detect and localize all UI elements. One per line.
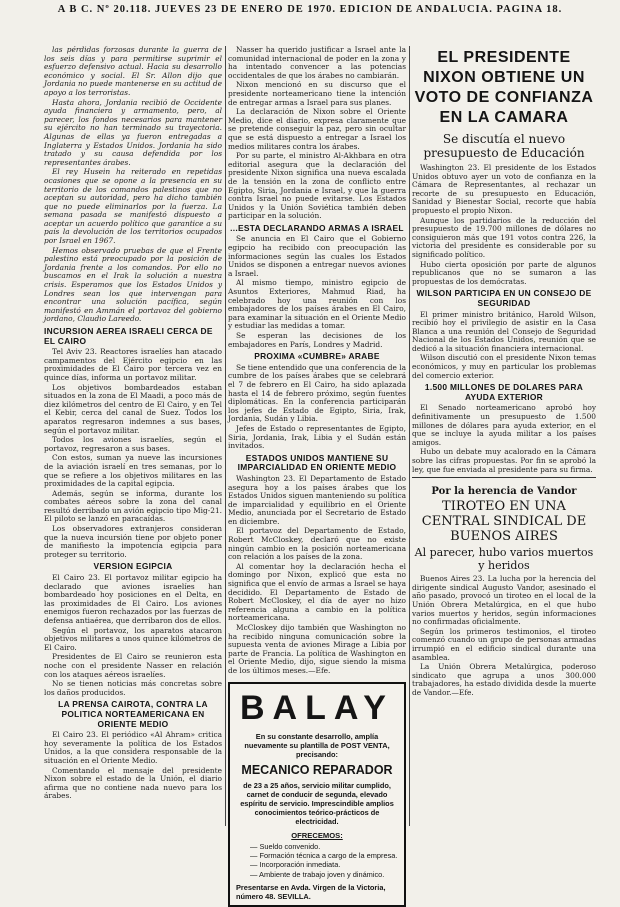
- paragraph: Se esperan las decisiones de los embajadores en París, Londres y Madrid.: [228, 331, 406, 349]
- egypt-headline: VERSION EGIPCIA: [93, 561, 173, 572]
- ad-offer-item: — Incorporación inmediata.: [250, 860, 341, 870]
- paragraph: las pérdidas forzosas durante la guerra de los seis días y para permitirse suprimir el esfuerzo defensivo actual. Hacia su desarrollo económico y social. El Sr. Allon dijo que Jordania no puede mantenerse en su actitud de apoyo a los terroristas.: [44, 45, 222, 97]
- paragraph: El Senado norteamericano aprobó hoy definitivamente un presupuesto de 1.500 millones de dólares para ayuda exterior, en el que se incluye la ayuda militar a los países amigos.: [412, 403, 596, 447]
- paragraph: Al mismo tiempo, ministro egipcio de Asuntos Exteriores, Mahmud Riad, ha celebrado hoy una reunión con los embajadores de los países árabes en El Cairo, para examinar la situación en el Oriente Medio y estudiar las medidas a tomar.: [228, 278, 406, 331]
- ad-offer-item: — Ambiente de trabajo joven y dinámico.: [250, 869, 385, 879]
- wilson-headline: WILSON PARTICIPA EN UN CONSEJO DE SEGURIDAD: [416, 288, 592, 308]
- ad-offer-heading: OFRECEMOS:: [291, 830, 343, 840]
- paragraph: Los objetivos bombardeados estaban situados en la zona de El Maadi, a poco más de diez kilómetros del centro de El Cairo, y en Tel el Kebir, cerca del canal de Suez. Todos los aparatos regresaron indemnes a sus bases, según el portavoz militar.: [44, 382, 222, 435]
- raid-headline: INCURSION AEREA ISRAELI CERCA DE EL CAIRO: [44, 326, 213, 346]
- paragraph: El primer ministro británico, Harold Wilson, recibió hoy el privilegio de asistir en la Casa Blanca a una reunión del Consejo de Seguridad Nacional de los Estados Unidos, reunión que se dedicó a la situación financiera internacional.: [412, 309, 596, 353]
- balay-advertisement: [228, 682, 406, 907]
- summit-headline: PROXIMA «CUMBRE» ARABE: [254, 351, 380, 362]
- paragraph: McCloskey dijo también que Washington no ha recibido ninguna comunicación sobre la supuesta venta de aviones Mirage a Libia por parte de Francia. La política de Washington en el Oriente Medio, dijo, sigue siendo la misma de los últimos meses.—Efe.: [228, 623, 406, 675]
- column-rule: [225, 46, 226, 826]
- page-header: A B C. Nº 20.118. JUEVES 23 DE ENERO DE 1970. EDICION DE ANDALUCIA. PAGINA 18.: [57, 4, 563, 15]
- ad-job-title: MECANICO REPARADOR: [241, 762, 393, 777]
- paragraph: Tel Aviv 23. Reactores israelíes han atacado campamentos del Ejército egipcio en las proximidades de El Cairo por tercera vez en quince días, informa un portavoz militar.: [44, 347, 222, 382]
- ad-offer-item: — Sueldo convenido.: [250, 841, 321, 851]
- nixon-headline: EL PRESIDENTE NIXON OBTIENE UN VOTO DE CONFIANZA EN LA CAMARA: [414, 49, 594, 126]
- paragraph: Jefes de Estado o representantes de Egipto, Siria, Jordania, Irak, Libia y el Sudán están invitados.: [228, 423, 406, 451]
- paragraph: Wilson discutió con el presidente Nixon temas económicos, y muy en particular los problemas del comercio exterior.: [412, 353, 596, 380]
- paragraph: Se tiene entendido que una conferencia de la cumbre de los países árabes que se celebrará el 7 de febrero en El Cairo, ha sido aplazada hasta el 14 de febrero próximo, según fuentes diplomáticas. En la conferencia participarán los jefes de Estado de Egipto, Siria, Irak, Jordania, Sudán y Libia.: [228, 362, 406, 424]
- nixon-deck: Se discutía el nuevo presupuesto de Educación: [423, 132, 585, 160]
- paragraph: Hubo un debate muy acalorado en la Cámara sobre las cifras propuestas. Por fin se aprobó la ley, que fue enviada al presidente para su firma.: [412, 447, 596, 474]
- column-2: [228, 45, 406, 902]
- paragraph: Comentando el mensaje del presidente Nixon sobre el estado de la Unión, el diario afirma que no contiene nada nuevo para los árabes.: [44, 765, 222, 801]
- ad-intro: En su constante desarrollo, amplía nuevamente su plantilla de POST VENTA, precisando:: [244, 731, 390, 759]
- paragraph: El rey Husein ha reiterado en repetidas ocasiones que se opone a la presencia en su territorio de los comandos palestinos que no aceptan su autoridad, pero ha dicho también que no puede eliminarlos por la fuerza. La semana pasada se manifestó dispuesto a aceptar un acuerdo político que garantice a su país la devolución de los territorios ocupados por Israel en 1967.: [44, 167, 222, 246]
- paragraph: El portavoz del Departamento de Estado, Robert McCloskey, declaró que no existe ningún cambio en la posición norteamericana con relación a los países de la zona.: [228, 526, 406, 562]
- ad-contact: Presentarse en Avda. Virgen de la Victoria, número 48. SEVILLA.: [236, 883, 386, 902]
- paragraph: Todos los aviones israelíes, según el portavoz, regresaron a sus bases.: [44, 435, 222, 453]
- paragraph: Aunque los partidarios de la reducción del presupuesto de 19.700 millones de dólares no consiguieron más que 191 votos contra 226, la victoria del presidente es considerable por su significado político.: [412, 215, 596, 259]
- paragraph: Hemos observado pruebas de que el Frente palestino está preocupado por la posición de Jordania frente a los comandos. Por ello no buscamos en el Irak la solución a nuestra crisis. Esperamos que los Estados Unidos y Londres sean los que intervengan para encontrar una solución pacífica, según manifestó en Ammán el portavoz del gobierno jordano, Claudio Lareedo.: [44, 245, 222, 324]
- paragraph: Según los primeros testimonios, el tiroteo comenzó cuando un grupo de personas armadas irrumpió en el edificio sindical durante una asamblea.: [412, 626, 596, 662]
- argentina-kicker: Por la herencia de Vandor: [431, 486, 577, 498]
- paragraph: Además, según se informa, durante los combates aéreos sobre la zona del canal resultó derribado un avión egipcio tipo Mig-21. El piloto se lanzó en paracaídas.: [44, 488, 222, 524]
- paragraph: Los observadores extranjeros consideran que la nueva incursión tiene por objeto poner de manifiesto la impotencia egipcia para proteger su territorio.: [44, 524, 222, 559]
- paragraph: Hasta ahora, Jordania recibió de Occidente ayuda financiera y armamento, pero, al parecer, los fondos necesarios para mantener su ejército no han terminado su trayectoria. Algunas de ellas ya fueron entregadas a Inglaterra y Estados Unidos. Jordania ha sido tratado y su causa defendida por los representantes árabes.: [44, 97, 222, 167]
- paragraph: Con estos, suman ya nueve las incursiones de la aviación israelí en tres semanas, por lo que se refiere a los objetivos militares en las proximidades de la capital egipcia.: [44, 453, 222, 489]
- paragraph: Buenos Aires 23. La lucha por la herencia del dirigente sindical Augusto Vandor, asesinado el año pasado, provocó un tiroteo en el local de la Unión Obrera Metalúrgica, en el que hubo varios muertos y heridos, según informaciones no confirmadas oficialmente.: [412, 574, 596, 627]
- paragraph: La Unión Obrera Metalúrgica, poderoso sindicato que agrupa a unos 300.000 trabajadores, ha estado dividida desde la muerte de Vandor.—Efe.: [412, 662, 596, 697]
- us-headline: ESTADOS UNIDOS MANTIENE SU IMPARCIALIDAD EN ORIENTE MEDIO: [237, 452, 397, 473]
- column-3: [412, 46, 596, 826]
- paragraph: Hubo cierta oposición por parte de algunos republicanos que no se sumaron a las propuestas de los demócratas.: [412, 259, 596, 286]
- paragraph: El Cairo 23. El portavoz militar egipcio ha declarado que aviones israelíes han bombardeado hoy posiciones en el Delta, en las proximidades de El Cairo. Los aviones enemigos fueron rechazados por las fuerzas de defensa antiaérea, que derribaron dos de ellos.: [44, 573, 222, 625]
- section-divider: [412, 477, 596, 478]
- press-headline: LA PRENSA CAIROTA, CONTRA LA POLITICA NORTEAMERICANA EN ORIENTE MEDIO: [58, 699, 208, 729]
- intro-block: [44, 46, 222, 324]
- ad-offer-item: — Formación técnica a cargo de la empresa.: [250, 850, 398, 860]
- paragraph: Nixon mencionó en su discurso que el presidente norteamericano tiene la intención de entregar armas a Israel para sus planes.: [228, 80, 406, 107]
- arms-headline: ...ESTA DECLARANDO ARMAS A ISRAEL: [230, 222, 404, 233]
- paragraph: El Cairo 23. El periódico «Al Ahram» critica hoy severamente la política de los Estados Unidos, a la que considera responsable de la situación en el Oriente Medio.: [44, 730, 222, 765]
- paragraph: Presidentes de El Cairo se reunieron esta noche con el presidente Nasser en relación con los ataques aéreos israelíes.: [44, 652, 222, 679]
- ad-offer-list: [236, 842, 398, 880]
- paragraph: La declaración de Nixon sobre el Oriente Medio, dice el diario, expresa claramente que se pretende conseguir la paz, pero sin ocultar que se está dispuesto a entregar a Israel los medios militares contra los árabes.: [228, 107, 406, 151]
- argentina-deck: Al parecer, hubo varios muertos y heridos: [414, 546, 594, 573]
- paragraph: Nasser ha querido justificar a Israel ante la comunidad internacional de poder en la zona y ha intentado convencer a las potencias occidentales de que los árabes no cambiarán.: [228, 45, 406, 80]
- paragraph: Según el portavoz, los aparatos atacaron objetivos militares a unos quince kilómetros de El Cairo.: [44, 625, 222, 652]
- argentina-headline: TIROTEO EN UNA CENTRAL SINDICAL DE BUENOS AIRES: [421, 499, 587, 545]
- paragraph: Washington 23. El Departamento de Estado asegura hoy a los países árabes que los Estados Unidos siguen manteniendo su política de imparcialidad y equilibrio en el Oriente Medio, anunciada por el Secretario de Estado en diciembre.: [228, 473, 406, 526]
- paragraph: Por su parte, el ministro Al-Akhbara en otra editorial asegura que la declaración del presidente Nixon significa una nueva escalada de la tensión en la zona de conflicto entre Egipto, Siria, Jordania e Israel, y que la guerra contra Israel no puede evitarse. Los Estados Unidos y la Unión Soviética también deben participar en la solución.: [228, 151, 406, 221]
- ad-brand-logo: BALAY: [240, 688, 394, 727]
- ad-requirements: de 23 a 25 años, servicio militar cumplido, carnet de conducir de segunda, elevado espíritu de servicio. Imprescindible amplios conocimientos teórico-prácticos de electricidad.: [240, 780, 394, 826]
- paragraph: No se tienen noticias más concretas sobre los daños producidos.: [44, 679, 222, 697]
- column-rule: [409, 46, 410, 826]
- column-1: [44, 46, 222, 826]
- dollars-headline: 1.500 MILLONES DE DOLARES PARA AYUDA EXTERIOR: [424, 382, 584, 402]
- paragraph: Se anuncia en El Cairo que el Gobierno egipcio ha recibido con preocupación las informaciones según las cuales los Estados Unidos se disponen a entregar nuevos aviones a Israel.: [228, 234, 406, 278]
- paragraph: Washington 23. El presidente de los Estados Unidos obtuvo ayer un voto de confianza en la Cámara de Representantes, al rechazar un recorte de su presupuesto en Educación, Sanidad y Bienestar Social, recorte que había propuesto el propio Nixon.: [412, 163, 596, 215]
- paragraph: Al comentar hoy la declaración hecha el domingo por Nixon, explicó que esta no significa que el envío de armas a Israel se haya decidido. El Departamento de Estado de Robert McCloskey, el día de ayer no hizo referencia alguna a cambio en la política norteamericana.: [228, 561, 406, 623]
